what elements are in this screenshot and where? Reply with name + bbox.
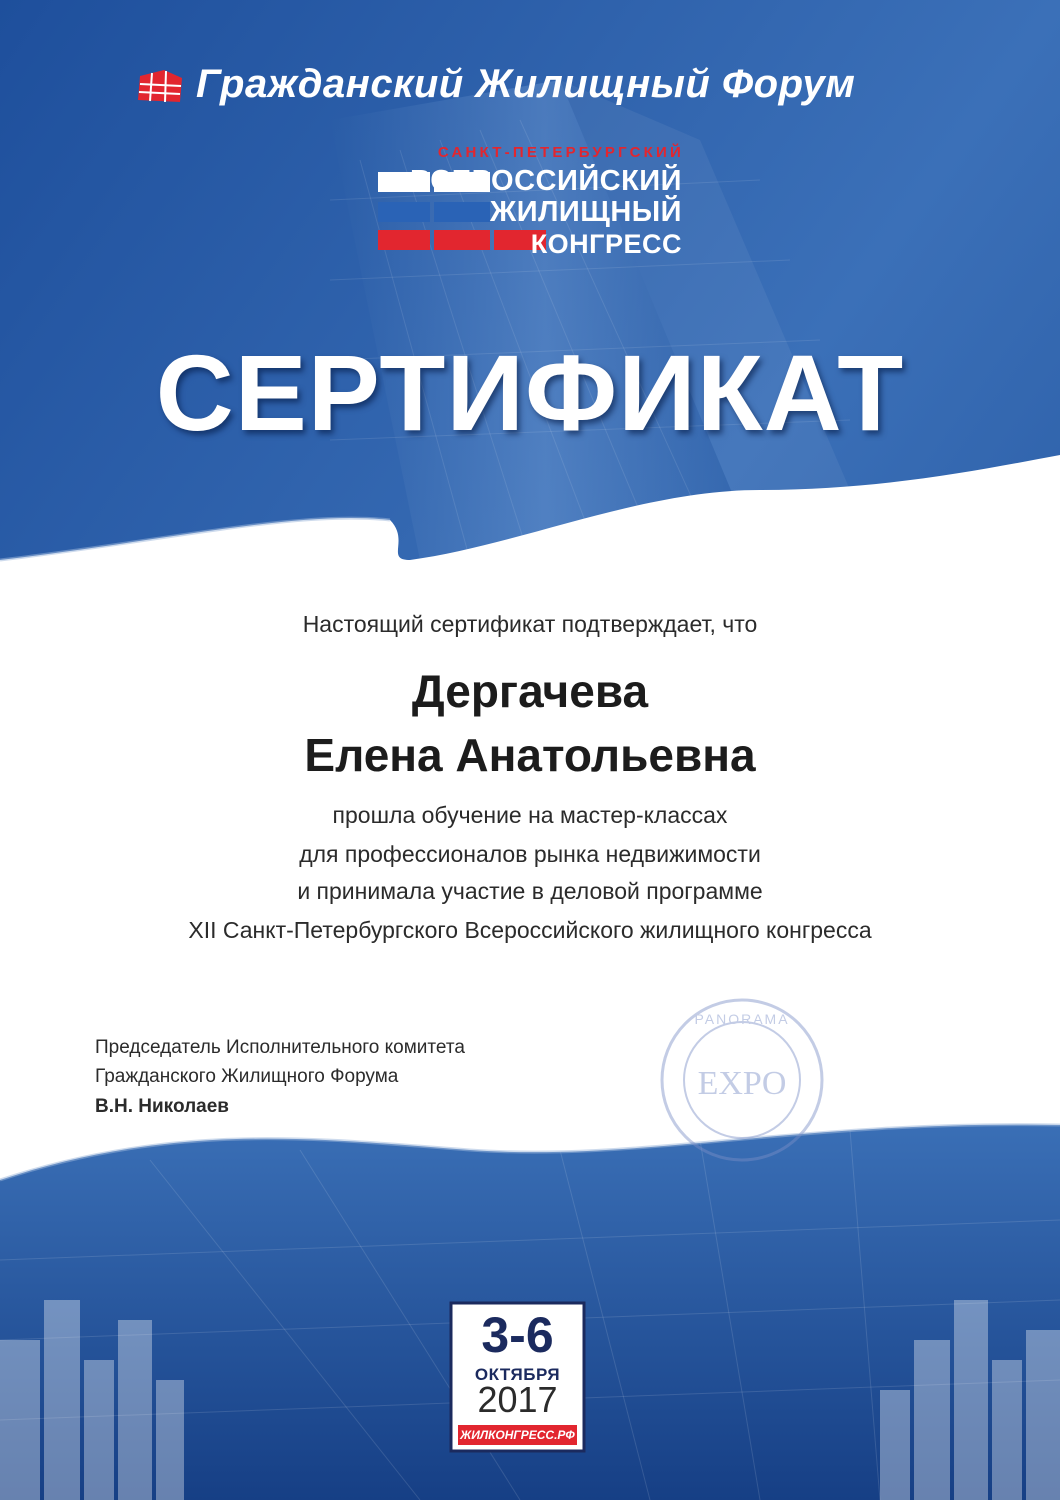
congress-line-1: ВСЕРОССИЙСКИЙ bbox=[409, 165, 682, 197]
congress-line-3: КОНГРЕСС bbox=[530, 229, 682, 259]
forum-title: Гражданский Жилищный Форум bbox=[196, 62, 856, 106]
recipient-given-names: Елена Анатольевна bbox=[304, 729, 756, 781]
congress-city-label: САНКТ-ПЕТЕРБУРГСКИЙ bbox=[437, 144, 684, 161]
event-url-link[interactable]: ЖИЛКОНГРЕСС.РФ bbox=[458, 1425, 577, 1445]
certificate-title: СЕРТИФИКАТ bbox=[155, 332, 905, 453]
body-line-2: для профессионалов рынка недвижимости bbox=[299, 841, 761, 867]
body-line-1: прошла обучение на мастер-классах bbox=[332, 802, 728, 828]
event-month: ОКТЯБРЯ bbox=[474, 1365, 561, 1384]
recipient-surname: Дергачева bbox=[411, 665, 649, 717]
signer-title-line-2: Гражданского Жилищного Форума bbox=[95, 1066, 399, 1087]
event-days: 3-6 bbox=[481, 1307, 554, 1363]
stamp-center-text: EXPO bbox=[697, 1065, 787, 1102]
intro-text: Настоящий сертификат подтверждает, что bbox=[302, 611, 758, 637]
congress-line-2: ЖИЛИЩНЫЙ bbox=[490, 196, 682, 228]
forum-logo-icon bbox=[136, 68, 184, 104]
stamp-seal bbox=[652, 990, 832, 1170]
body-line-3: и принимала участие в деловой программе bbox=[297, 878, 763, 904]
body-line-4: XII Санкт-Петербургского Всероссийского жилищного конгресса bbox=[188, 917, 872, 943]
stamp-top-text: PANORAMA bbox=[694, 1011, 790, 1027]
signer-name: В.Н. Николаев bbox=[95, 1096, 229, 1117]
event-year: 2017 bbox=[477, 1379, 558, 1420]
signer-title-line-1: Председатель Исполнительного комитета bbox=[95, 1037, 465, 1058]
